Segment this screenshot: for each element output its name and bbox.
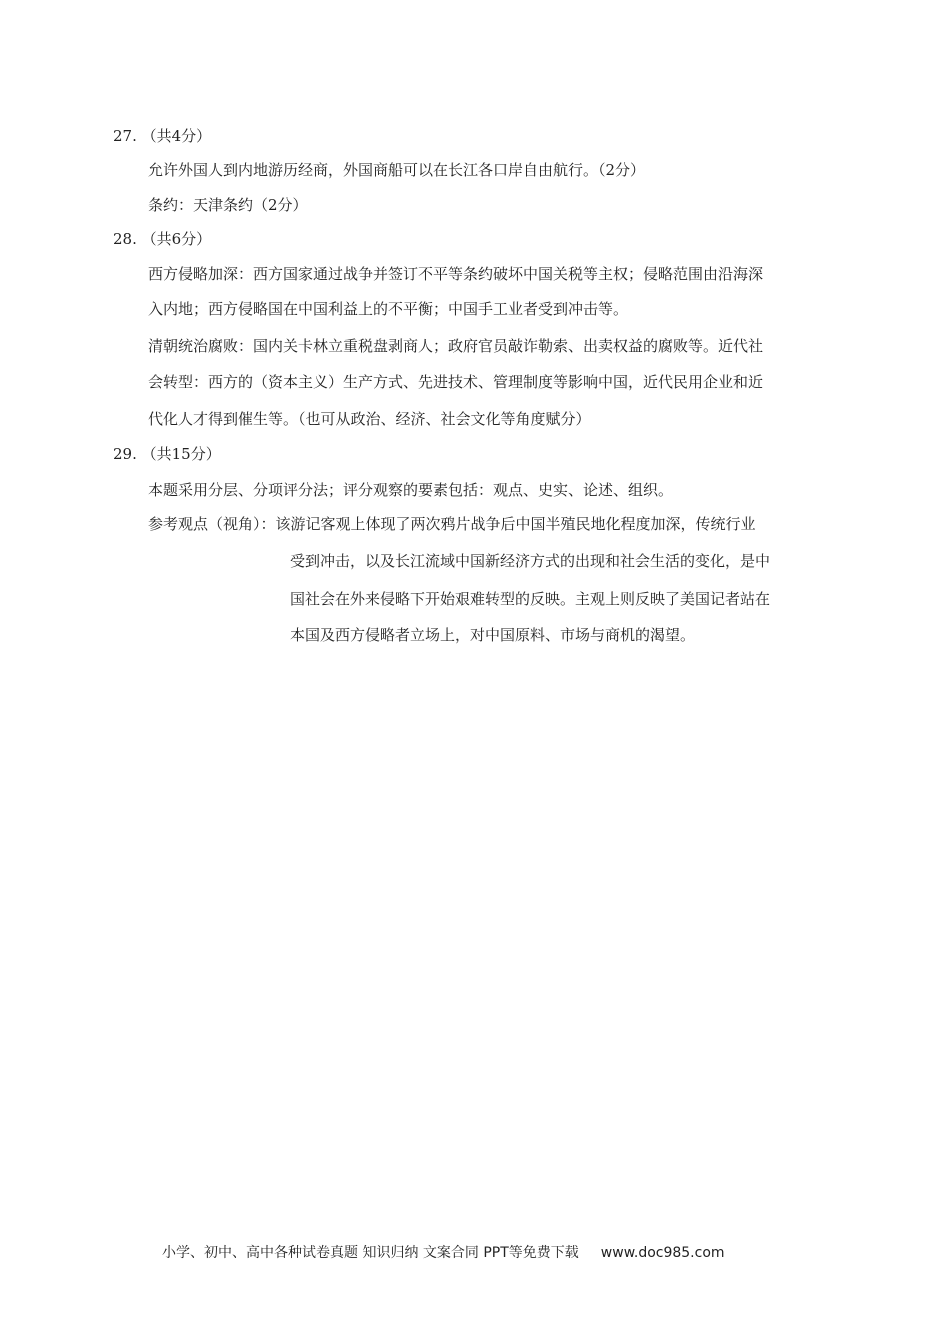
question-28-paragraph-1-line: 入内地；西方侵略国在中国利益上的不平衡；中国手工业者受到冲击等。: [148, 300, 629, 318]
question-29-viewpoint-line: 本国及西方侵略者立场上，对中国原料、市场与商机的渴望。: [290, 626, 696, 644]
footer-url-link[interactable]: www.doc985.com: [600, 1245, 725, 1261]
question-28-paragraph-2-line: 代化人才得到催生等。（也可从政治、经济、社会文化等角度赋分）: [148, 410, 591, 428]
question-28-paragraph-2-line: 会转型：西方的（资本主义）生产方式、先进技术、管理制度等影响中国，近代民用企业和近: [148, 373, 764, 391]
question-27-header: 27. （共4分）: [113, 127, 212, 145]
page-footer: [162, 1243, 725, 1263]
question-27-treaty-line: 条约：天津条约（2分）: [148, 196, 308, 214]
question-29-header: 29. （共15分）: [113, 445, 221, 463]
question-28-header: 28. （共6分）: [113, 230, 212, 248]
question-29-scoring-line: 本题采用分层、分项评分法；评分观察的要素包括：观点、史实、论述、组织。: [148, 481, 674, 499]
question-27-answer-line: 允许外国人到内地游历经商，外国商船可以在长江各口岸自由航行。（2分）: [148, 161, 646, 179]
question-28-paragraph-2-line: 清朝统治腐败：国内关卡林立重税盘剥商人；政府官员敲诈勒索、出卖权益的腐败等。近代社: [148, 337, 764, 355]
question-29-viewpoint-line: 国社会在外来侵略下开始艰难转型的反映。主观上则反映了美国记者站在: [290, 590, 771, 608]
footer-text: 小学、初中、高中各种试卷真题 知识归纳 文案合同 PPT等免费下载: [162, 1245, 579, 1261]
question-29-viewpoint-line: 参考观点（视角）：该游记客观上体现了两次鸦片战争后中国半殖民地化程度加深，传统行业: [148, 515, 756, 533]
question-29-viewpoint-line: 受到冲击，以及长江流域中国新经济方式的出现和社会生活的变化，是中: [290, 552, 771, 570]
question-28-paragraph-1-line: 西方侵略加深：西方国家通过战争并签订不平等条约破坏中国关税等主权；侵略范围由沿海深: [148, 265, 764, 283]
